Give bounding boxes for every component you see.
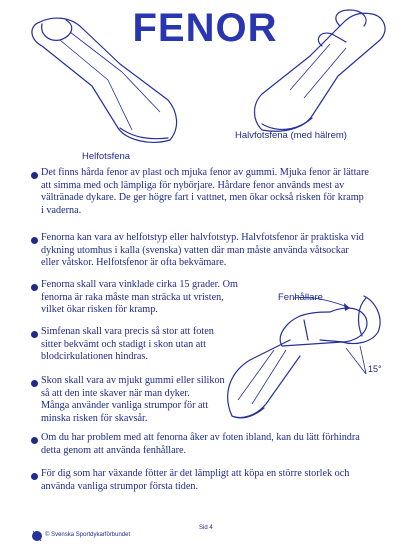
publisher-credit: © Svenska Sportdykarförbundet [45,532,131,538]
paragraph-6: Om du har problem med att fenorna åker av foten ibland, kan du lätt förhindra detta genom att använda fenhållare. [41,432,360,456]
right-fin-caption: Halvfotsfena (med hälrem) [235,130,347,141]
page-title: FENOR [132,6,278,50]
paragraph-3: Fenorna skall vara vinklade cirka 15 grader. Om fenorna är raka måste man sträcka ut vristen, vilket ökar risken för kramp. [41,279,238,316]
paragraph-1: Det finns hårda fenor av plast och mjuka fenor av gummi. Mjuka fenor är lättare att simma med och lämpliga för nybörjare. Hårdare fenor används mest av vältränade dykare. De ger högre fart i vattnet, men ökar också risken för kramp i vaderna. [41,167,369,216]
paragraph-7: För dig som har växande fötter är det lämpligt att köpa en större storlek och använda vanliga strumpor första tiden. [41,468,350,492]
paragraph-5: Skon skall vara av mjukt gummi eller silikon så att den inte skaver när man dyker. Många använder vanliga strumpor för att minska risken för skavsår. [41,375,225,424]
fin-holder-caption: Fenhållare [278,292,323,303]
paragraph-4: Simfenan skall vara precis så stor att foten sitter bekvämt och stadigt i skon utan att blodcirkulationen hindras. [41,326,214,363]
angle-label: 15° [368,364,382,374]
left-fin-caption: Helfotsfena [82,151,131,162]
paragraph-2: Fenorna kan vara av helfotstyp eller halvfotstyp. Halvfotsfenor är praktiska vid dykning utomhus i kalla (svenska) vatten där man måste använda våtsockar eller våtskor. Helfotsfenor är ofta bekvämare. [41,232,364,269]
page-number: Sid 4 [199,525,213,531]
